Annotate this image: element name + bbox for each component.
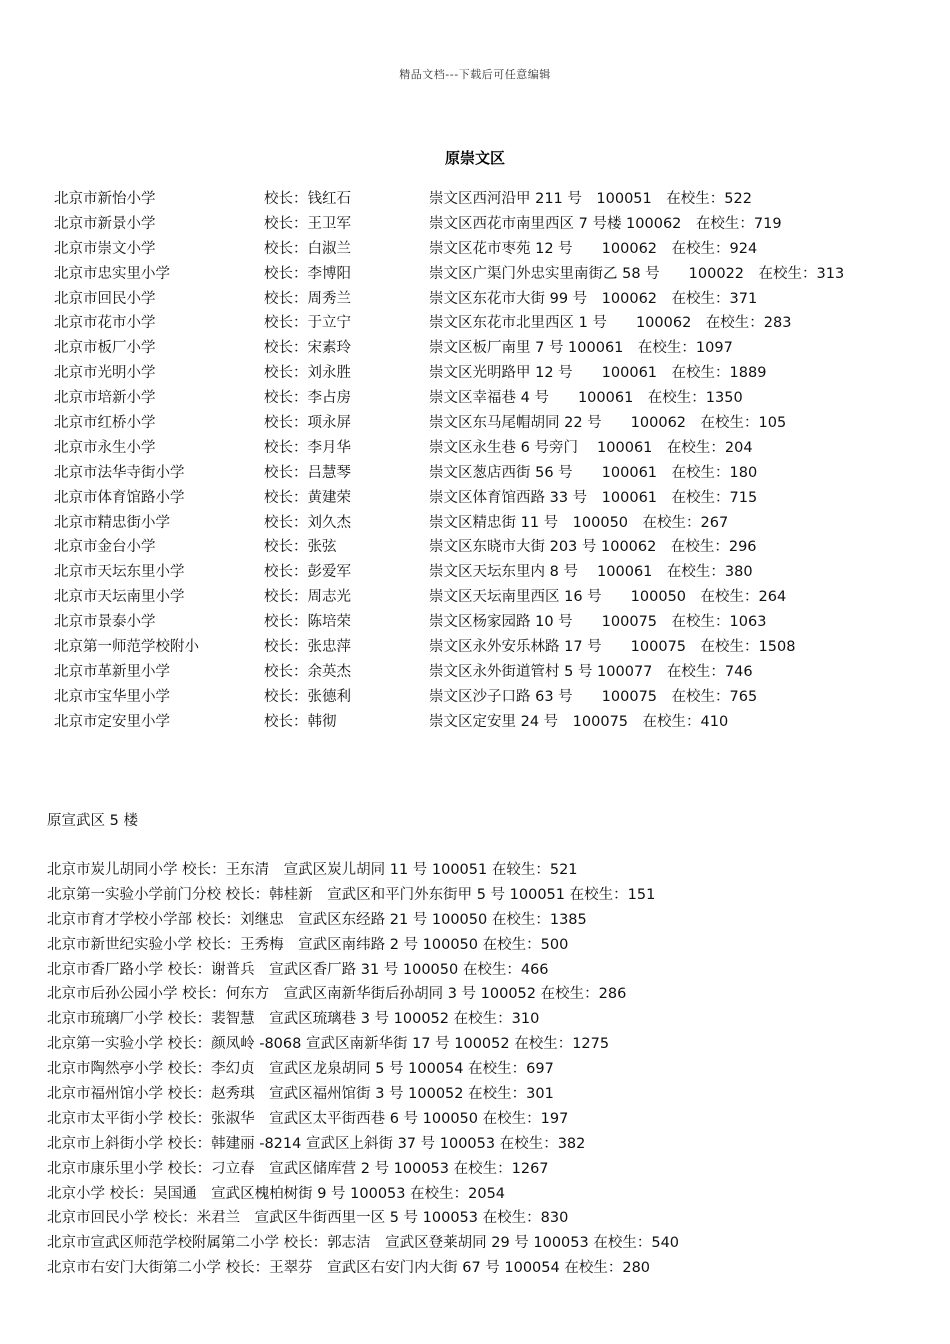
school-name: 北京市宝华里小学 (54, 688, 170, 705)
school-entry: 北京市右安门大街第二小学 校长：王翠芬 宣武区右安门内大街 67 号 100054 在校生：280 (47, 1260, 651, 1277)
section-title-xuanwu: 原宣武区 5 楼 (47, 813, 138, 829)
school-address-info: 崇文区广渠门外忠实里南街乙 58 号 100022 在校生：313 (429, 265, 845, 282)
school-entry: 北京市宣武区师范学校附属第二小学 校长：郭志洁 宣武区登莱胡同 29 号 100053 在校生：540 (47, 1235, 680, 1252)
school-entry: 北京市后孙公园小学 校长：何东方 宣武区南新华街后孙胡同 3 号 100052 在校生：286 (47, 986, 627, 1003)
principal-name: 校长：于立宁 (264, 315, 351, 332)
principal-name: 校长：张德利 (264, 688, 351, 705)
school-entry: 北京市康乐里小学 校长：刁立春 宣武区储库营 2 号 100053 在校生：1267 (47, 1160, 549, 1177)
school-name: 北京市板厂小学 (54, 340, 156, 357)
school-address-info: 崇文区永外街道管村 5 号 100077 在校生：746 (429, 663, 753, 680)
school-address-info: 崇文区东晓市大街 203 号 100062 在校生：296 (429, 539, 757, 556)
school-address-info: 崇文区东马尾帽胡同 22 号 100062 在校生：105 (429, 415, 787, 432)
principal-name: 校长：刘久杰 (264, 514, 351, 531)
school-address-info: 崇文区葱店西街 56 号 100061 在校生：180 (429, 464, 758, 481)
principal-name: 校长：张弦 (264, 539, 337, 556)
principal-name: 校长：陈培荣 (264, 614, 351, 631)
school-address-info: 崇文区板厂南里 7 号 100061 在校生：1097 (429, 340, 733, 357)
principal-name: 校长：李博阳 (264, 265, 351, 282)
principal-name: 校长：周秀兰 (264, 290, 351, 307)
school-entry: 北京第一实验小学前门分校 校长：韩桂新 宣武区和平门外东街甲 5 号 100051 在校生：151 (47, 886, 656, 903)
school-address-info: 崇文区定安里 24 号 100075 在校生：410 (429, 713, 729, 730)
principal-name: 校长：黄建荣 (264, 489, 351, 506)
school-name: 北京第一师范学校附小 (54, 639, 199, 656)
school-name: 北京市定安里小学 (54, 713, 170, 730)
school-entry: 北京市陶然亭小学 校长：李幻贞 宣武区龙泉胡同 5 号 100054 在校生：697 (47, 1061, 554, 1078)
school-address-info: 崇文区永外安乐林路 17 号 100075 在校生：1508 (429, 639, 796, 656)
school-address-info: 崇文区花市枣苑 12 号 100062 在校生：924 (429, 240, 758, 257)
school-name: 北京市体育馆路小学 (54, 489, 185, 506)
principal-name: 校长：周志光 (264, 589, 351, 606)
school-address-info: 崇文区天坛东里内 8 号 100061 在校生：380 (429, 564, 753, 581)
school-address-info: 崇文区体育馆西路 33 号 100061 在校生：715 (429, 489, 758, 506)
principal-name: 校长：彭爱军 (264, 564, 351, 581)
school-address-info: 崇文区东花市大街 99 号 100062 在校生：371 (429, 290, 758, 307)
school-entry: 北京市育才学校小学部 校长：刘继忠 宣武区东经路 21 号 100050 在校生：1385 (47, 911, 587, 928)
school-address-info: 崇文区天坛南里西区 16 号 100050 在校生：264 (429, 589, 787, 606)
header-watermark: 精品文档---下载后可任意编辑 (399, 68, 551, 81)
school-address-info: 崇文区杨家园路 10 号 100075 在校生：1063 (429, 614, 767, 631)
school-name: 北京市天坛南里小学 (54, 589, 185, 606)
school-address-info: 崇文区光明路甲 12 号 100061 在校生：1889 (429, 365, 767, 382)
principal-name: 校长：张忠萍 (264, 639, 351, 656)
school-entry: 北京市回民小学 校长：米君兰 宣武区牛街西里一区 5 号 100053 在校生：830 (47, 1210, 569, 1227)
school-name: 北京市培新小学 (54, 390, 156, 407)
school-entry: 北京第一实验小学 校长：颜凤岭 -8068 宣武区南新华街 17 号 100052 在校生：1275 (47, 1036, 610, 1053)
school-name: 北京市天坛东里小学 (54, 564, 185, 581)
school-entry: 北京市琉璃厂小学 校长：裴智慧 宣武区琉璃巷 3 号 100052 在校生：310 (47, 1011, 540, 1028)
school-name: 北京市新景小学 (54, 215, 156, 232)
school-entry: 北京市福州馆小学 校长：赵秀琪 宣武区福州馆街 3 号 100052 在校生：301 (47, 1086, 554, 1103)
school-address-info: 崇文区精忠街 11 号 100050 在校生：267 (429, 514, 729, 531)
school-entry: 北京小学 校长：吴国通 宣武区槐柏树街 9 号 100053 在校生：2054 (47, 1185, 506, 1202)
principal-name: 校长：钱红石 (264, 191, 351, 207)
school-address-info: 崇文区西河沿甲 211 号 100051 在校生：522 (429, 191, 752, 207)
section-title-chongwen: 原崇文区 (444, 149, 505, 167)
principal-name: 校长：韩彻 (264, 713, 337, 730)
school-name: 北京市花市小学 (54, 315, 156, 332)
school-name: 北京市革新里小学 (54, 663, 170, 680)
school-name: 北京市金台小学 (54, 539, 156, 556)
xuanwu-school-list (47, 858, 679, 1281)
principal-name: 校长：刘永胜 (264, 365, 351, 382)
school-address-info: 崇文区幸福巷 4 号 100061 在校生：1350 (429, 390, 743, 407)
school-name: 北京市回民小学 (54, 290, 156, 307)
school-entry: 北京市炭儿胡同小学 校长：王东清 宣武区炭儿胡同 11 号 100051 在较生：521 (47, 862, 578, 878)
school-address-info: 崇文区沙子口路 63 号 100075 在校生：765 (429, 688, 758, 705)
school-name: 北京市红桥小学 (54, 415, 156, 432)
school-name: 北京市新怡小学 (54, 191, 156, 207)
principal-name: 校长：吕慧琴 (264, 464, 351, 481)
principal-name: 校长：余英杰 (264, 663, 351, 680)
principal-name: 校长：项永屏 (264, 415, 351, 432)
school-name: 北京市崇文小学 (54, 240, 156, 257)
school-address-info: 崇文区永生巷 6 号旁门 100061 在校生：204 (429, 439, 753, 456)
school-name: 北京市法华寺街小学 (54, 464, 185, 481)
school-name: 北京市光明小学 (54, 365, 156, 382)
school-entry: 北京市香厂路小学 校长：谢普兵 宣武区香厂路 31 号 100050 在校生：466 (47, 961, 549, 978)
principal-name: 校长：宋素玲 (264, 340, 351, 357)
school-name: 北京市永生小学 (54, 439, 156, 456)
school-address-info: 崇文区西花市南里西区 7 号楼 100062 在校生：719 (429, 215, 782, 232)
principal-name: 校长：李月华 (264, 439, 351, 456)
school-entry: 北京市太平街小学 校长：张淑华 宣武区太平街西巷 6 号 100050 在校生：197 (47, 1110, 569, 1127)
school-name: 北京市忠实里小学 (54, 265, 170, 282)
school-entry: 北京市新世纪实验小学 校长：王秀梅 宣武区南纬路 2 号 100050 在校生：500 (47, 936, 569, 953)
school-name: 北京市景泰小学 (54, 614, 156, 631)
principal-name: 校长：王卫军 (264, 215, 351, 232)
school-address-info: 崇文区东花市北里西区 1 号 100062 在校生：283 (429, 315, 792, 332)
school-entry: 北京市上斜街小学 校长：韩建丽 -8214 宣武区上斜街 37 号 100053 在校生：382 (47, 1135, 586, 1152)
principal-name: 校长：白淑兰 (264, 240, 351, 257)
principal-name: 校长：李占房 (264, 390, 351, 407)
school-name: 北京市精忠街小学 (54, 514, 170, 531)
